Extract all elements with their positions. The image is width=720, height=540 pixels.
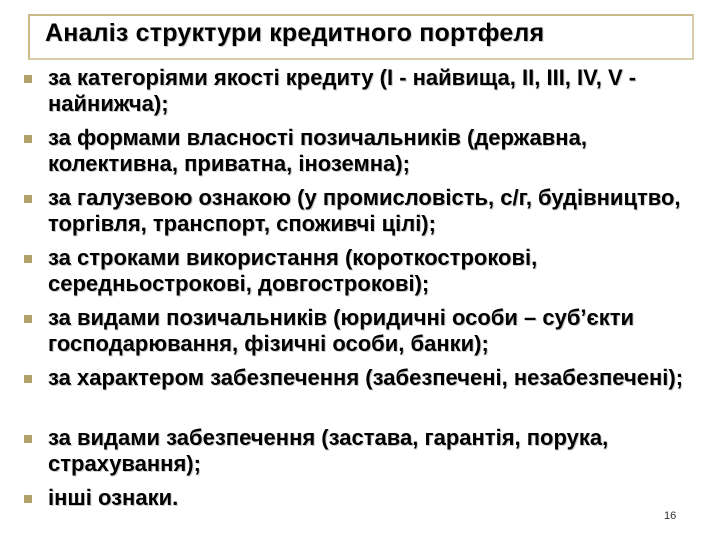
bullet-text: за формами власності позичальників (державна, колективна, приватна, іноземна); — [48, 125, 587, 176]
list-item — [22, 425, 720, 485]
square-bullet-icon — [24, 495, 32, 503]
list-item — [22, 65, 720, 125]
square-bullet-icon — [24, 75, 32, 83]
bullet-text: за галузевою ознакою (у промисловість, с/г, будівництво, торгівля, транспорт, споживчі цілі); — [48, 185, 681, 236]
bullet-text: за характером забезпечення (забезпечені, незабезпечені); — [48, 365, 684, 390]
bullet-text: за видами забезпечення (застава, гарантія, порука, страхування); — [48, 425, 609, 476]
list-item — [22, 125, 720, 185]
bullet-text: за строками використання (короткострокові, середньострокові, довгострокові); — [48, 245, 538, 296]
bullet-text: інші ознаки. — [48, 485, 179, 510]
list-item — [22, 305, 720, 365]
slide-title: Аналіз структури кредитного портфеля — [45, 19, 545, 47]
page-number: 16 — [664, 510, 677, 522]
square-bullet-icon — [24, 135, 32, 143]
list-item — [22, 245, 720, 305]
bullet-text: за видами позичальників (юридичні особи – суб’єкти господарювання, фізичні особи, банки); — [48, 305, 635, 356]
list-item — [22, 365, 720, 425]
list-item — [22, 185, 720, 245]
list-item — [22, 485, 720, 517]
square-bullet-icon — [24, 255, 32, 263]
square-bullet-icon — [24, 315, 32, 323]
square-bullet-icon — [24, 195, 32, 203]
bullet-list — [22, 65, 720, 517]
square-bullet-icon — [24, 375, 32, 383]
square-bullet-icon — [24, 435, 32, 443]
bullet-text: за категоріями якості кредиту (І - найвища, ІІ, ІІІ, ІV, V - найнижча); — [48, 65, 637, 116]
